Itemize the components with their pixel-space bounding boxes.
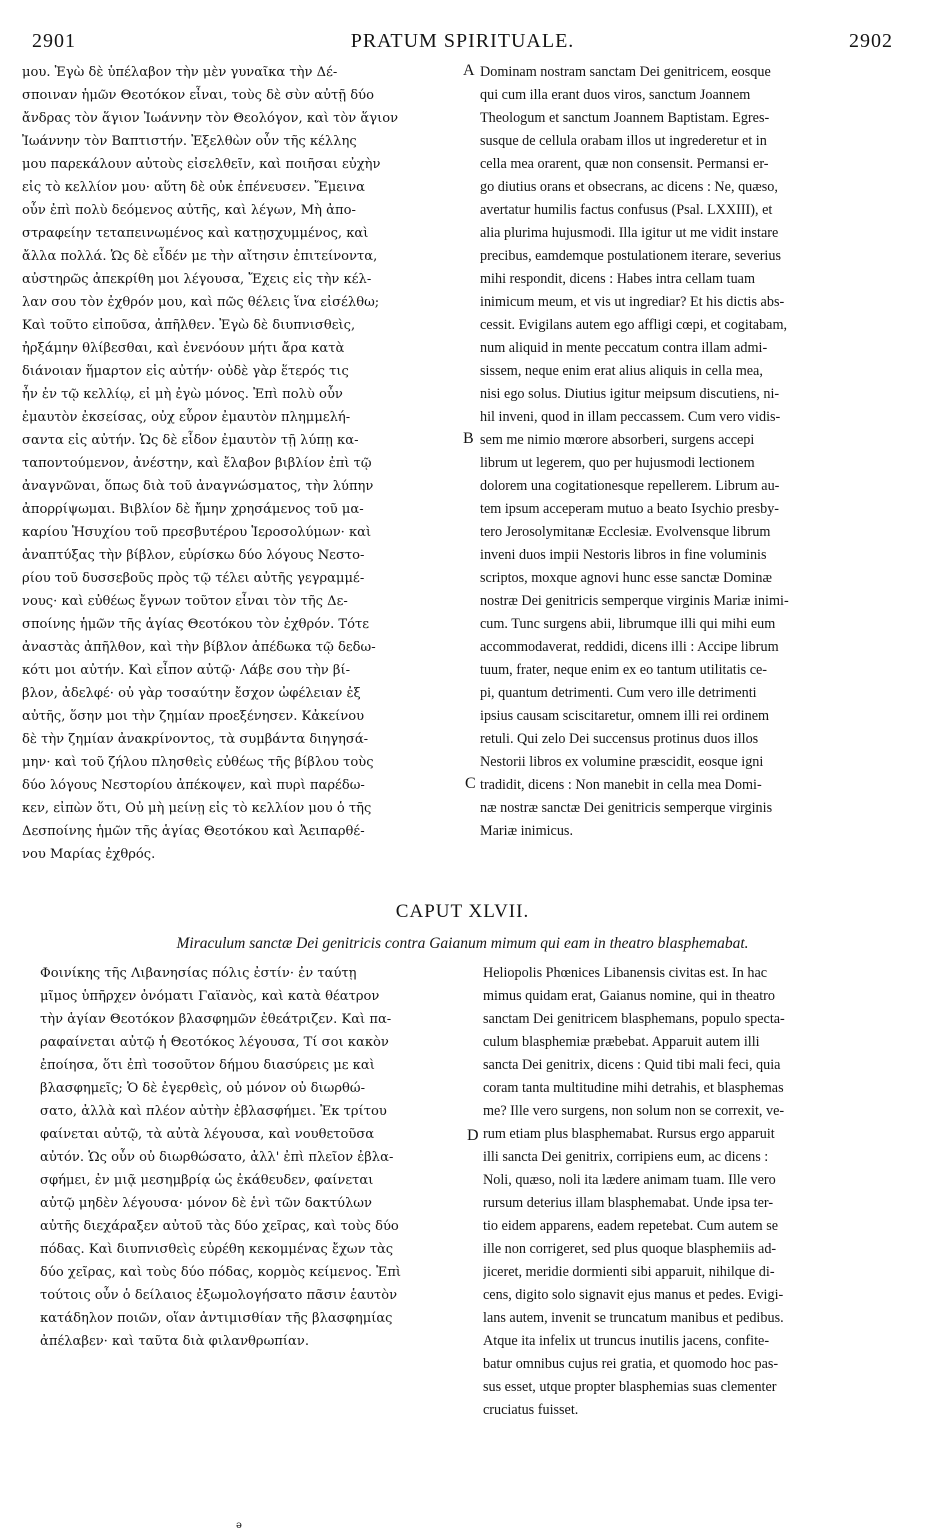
section-marker-a: A — [463, 62, 475, 79]
column-number-right: 2902 — [849, 30, 893, 52]
chapter-subtitle: Miraculum sanctæ Dei genitricis contra Gaianum mimum qui eam in theatro blasphemabat. — [176, 935, 749, 952]
page-header — [22, 30, 903, 56]
section-marker-d: D — [467, 1127, 479, 1144]
chapter-heading: CAPUT XLVII. — [395, 901, 530, 922]
print-speck: ə — [236, 1520, 242, 1531]
column-number-left: 2901 — [32, 30, 76, 52]
section-marker-b: B — [463, 430, 474, 447]
section-marker-c: C — [465, 775, 476, 792]
greek-column-top: μου. Ἐγὼ δὲ ὑπέλαβον τὴν μὲν γυναῖκα τὴν Δέ- σποιναν ἡμῶν Θεοτόκον εἶναι, τοὺς δὲ σὺν αὐτῇ δύο ἄνδρας τὸν ἅγιον Ἰωάννην τὸν Θεολόγον, καὶ τὸν ἅγιον Ἰωάννην τὸν Βαπτιστήν. Ἐξελθὼν οὖν τῆς κέλλης μου παρεκάλουν αὐτοὺς εἰσελθεῖν, καὶ ποιῆσαι εὐχὴν εἰς τὸ κελλίον μου· αὕτη δὲ οὐκ ἐπένευσεν. Ἔμεινα οὖν ἐπὶ πολὺ δεόμενος αὐτῆς, καὶ λέγων, Μὴ ἀπο- στραφείην τεταπεινωμένος καὶ κατῃσχυμμένος, καὶ ἄλλα πολλά. Ὡς δὲ εἶδέν με τὴν αἴτησιν ἐπιτείνοντα, αὐστηρῶς ἀπεκρίθη μοι λέγουσα, Ἔχεις εἰς τὴν κέλ- λαν σου τὸν ἐχθρόν μου, καὶ πῶς θέλεις ἵνα εἰσέλθω; Καὶ τοῦτο εἰποῦσα, ἀπῆλθεν. Ἐγὼ δὲ διυπνισθεὶς, ἠρξάμην θλίβεσθαι, καὶ ἐνενόουν μήτι ἄρα κατὰ διάνοιαν ἥμαρτον εἰς αὐτήν· οὐδὲ γὰρ ἕτερός τις ἦν ἐν τῷ κελλίῳ, εἰ μὴ ἐγὼ μόνος. Ἐπὶ πολὺ οὖν ἐμαυτὸν ἐκσείσας, οὐχ εὗρον ἐμαυτὸν πλημμελή- σαντα εἰς αὐτήν. Ὡς δὲ εἶδον ἐμαυτὸν τῇ λύπῃ κα- ταποντούμενον, ἀνέστην, καὶ ἔλαβον βιβλίον ἐπὶ τῷ ἀναγνῶναι, ὅπως διὰ τοῦ ἀναγνώσματος, τὴν λύπην ἀπορρίψωμαι. Βιβλίον δὲ ἤμην χρησάμενος τοῦ μα- καρίου Ἡσυχίου τοῦ πρεσβυτέρου Ἱεροσολύμων· καὶ ἀναπτύξας τὴν βίβλον, εὑρίσκω δύο λόγους Νεστο- ρίου τοῦ δυσσεβοῦς πρὸς τῷ τέλει αὐτῆς γεγραμμέ- νους· καὶ εὐθέως ἔγνων τοῦτον εἶναι τὸν τῆς Δε- σποίνης ἡμῶν τῆς ἁγίας Θεοτόκου τὸν ἐχθρόν. Τότε ἀναστὰς ἀπῆλθον, καὶ τὴν βίβλον ἀπέδωκα τῷ δεδω- κότι μοι αὐτήν. Καὶ εἶπον αὐτῷ· Λάβε σου τὴν βί- βλον, ἀδελφέ· οὐ γὰρ τοσαύτην ἔσχον ὠφέλειαν ἐξ αὐτῆς, ὅσην μοι τὴν ζημίαν προεξένησεν. Κἀκείνου δὲ τὴν ζημίαν ἀνακρίνοντος, τὰ συμβάντα διηγησά- μην· καὶ τοῦ ζήλου πλησθεὶς εὐθέως τῆς βίβλου τοὺς δύο λόγους Νεστορίου ἀπέκοψεν, καὶ πυρὶ παρέδω- κεν, εἰπὼν ὅτι, Οὐ μὴ μείνῃ εἰς τὸ κελλίον μου ὁ τῆς Δεσποίνης ἡμῶν τῆς ἁγίας Θεοτόκου καὶ Ἀειπαρθέ- νου Μαρίας ἐχθρός. — [22, 65, 399, 862]
latin-column-top: Dominam nostram sanctam Dei genitricem, eosque qui cum illa erant duos viros, sanctum Joannem Theologum et sanctum Joannem Baptistam. Egres- susque de cellula orabam illos ut ingrederetur et in cella mea orarent, quæ non consensit. Permansi er- go diutius orans et obsecrans, ac dicens : Ne, quæso, avertatur humilis factus confusus (Psal. LXXIII), et alia plurima hujusmodi. Illa igitur ut me vidit instare precibus, eamdemque postulationem iterare, severius mihi respondit, dicens : Habes intra cellam tuam inimicum meum, et vis ut ingrediar? Et his dictis abs- cessit. Evigilans autem ego affligi cœpi, et cogitabam, num aliquid in mente peccatum contra illam admi- sissem, neque enim erat alius aliquis in cella mea, nisi ego solus. Diutius igitur meipsum discutiens, ni- hil inveni, quod in illam peccassem. Cum vero vidis- sem me nimio mœrore absorberi, surgens accepi librum ut legerem, quo per hujusmodi lectionem dolorem una cogitationesque repellerem. Librum au- tem ipsum acceperam mutuo a beato Isychio presby- tero Jerosolymitanæ Ecclesiæ. Evolvensque librum inveni duos impii Nestoris libros in fine voluminis scriptos, moxque agnovi hunc esse sanctæ Dominæ nostræ Dei genitricis semperque virginis Mariæ inimi- cum. Tunc surgens abii, librumque illi qui mihi eum accommodaverat, reddidi, dicens illi : Accipe librum tuum, frater, neque enim ex eo tantum utilitatis ce- pi, quantum detrimenti. Cum vero ille detrimenti ipsius causam sciscitaretur, omnem illi rei ordinem retuli. Qui zelo Dei succensus protinus duos illos Nestorii libros ex volumine præscidit, eosque igni tradidit, dicens : Non manebit in cella mea Domi- næ nostræ sanctæ Dei genitricis semperque virginis Mariæ inimicus. — [480, 64, 789, 839]
running-title: PRATUM SPIRITUALE. — [350, 30, 575, 52]
greek-column-bottom: Φοινίκης τῆς Λιβανησίας πόλις ἐστίν· ἐν ταύτῃ μῖμος ὑπῆρχεν ὀνόματι Γαϊανὸς, καὶ κατὰ θέατρον τὴν ἁγίαν Θεοτόκον βλασφημῶν ἐθεάτριζεν. Καὶ πα- ραφαίνεται αὐτῷ ἡ Θεοτόκος λέγουσα, Τί σοι κακὸν ἐποίησα, ὅτι ἐπὶ τοσοῦτον δήμου διασύρεις με καὶ βλασφημεῖς; Ὁ δὲ ἐγερθεὶς, οὐ μόνον οὐ διωρθώ- σατο, ἀλλὰ καὶ πλέον αὐτὴν ἐβλασφήμει. Ἐκ τρίτου φαίνεται αὐτῷ, τὰ αὐτὰ λέγουσα, καὶ νουθετοῦσα αὐτόν. Ὡς οὖν οὐ διωρθώσατο, ἀλλ' ἐπὶ πλεῖον ἐβλα- σφήμει, ἐν μιᾷ μεσημβρίᾳ ὡς ἐκάθευδεν, φαίνεται αὐτῷ μηδὲν λέγουσα· μόνον δὲ ἑνὶ τῶν δακτύλων αὐτῆς διεχάραξεν αὐτοῦ τὰς δύο χεῖρας, καὶ τοὺς δύο πόδας. Καὶ διυπνισθεὶς εὑρέθη κεκομμένας ἔχων τὰς δύο χεῖρας, καὶ τοὺς δύο πόδας, κορμὸς κείμενος. Ἐπὶ τούτοις οὖν ὁ δείλαιος ἐξωμολογήσατο πᾶσιν ἑαυτὸν κατάδηλον ποιῶν, οἵαν ἀντιμισθίαν τῆς βλασφημίας ἀπέλαβεν· καὶ ταῦτα διὰ φιλανθρωπίαν. — [40, 966, 402, 1349]
latin-column-bottom: Heliopolis Phœnices Libanensis civitas est. In hac mimus quidam erat, Gaianus nomine, qui in theatro sanctam Dei genitricem blasphemans, populo specta- culum blasphemiæ præbebat. Apparuit autem illi sancta Dei genitrix, dicens : Quid tibi mali feci, quia coram tanta multitudine mihi detrahis, et blasphemas me? Ille vero surgens, non solum non se correxit, ve- rum etiam plus blasphemabat. Rursus ergo apparuit illi sancta Dei genitrix, corripiens eum, ac dicens : Noli, quæso, noli ita lædere animam tuam. Ille vero rursum deterius illam blasphemabat. Unde ipsa ter- tio eidem apparens, eadem repetebat. Cum autem se ille non corrigeret, sed plus quoque blasphemiis ad- jiceret, meridie dormienti sibi apparuit, nihilque di- cens, digito solo signavit ejus manus et pedes. Evigi- lans autem, invenit se truncatum manibus et pedibus. Atque ita infelix ut truncus inutilis jacens, confite- batur omnibus cujus rei gratia, et quomodo hoc pas- sus esset, utque propter blasphemias suas clementer cruciatus fuisset. — [483, 965, 785, 1418]
